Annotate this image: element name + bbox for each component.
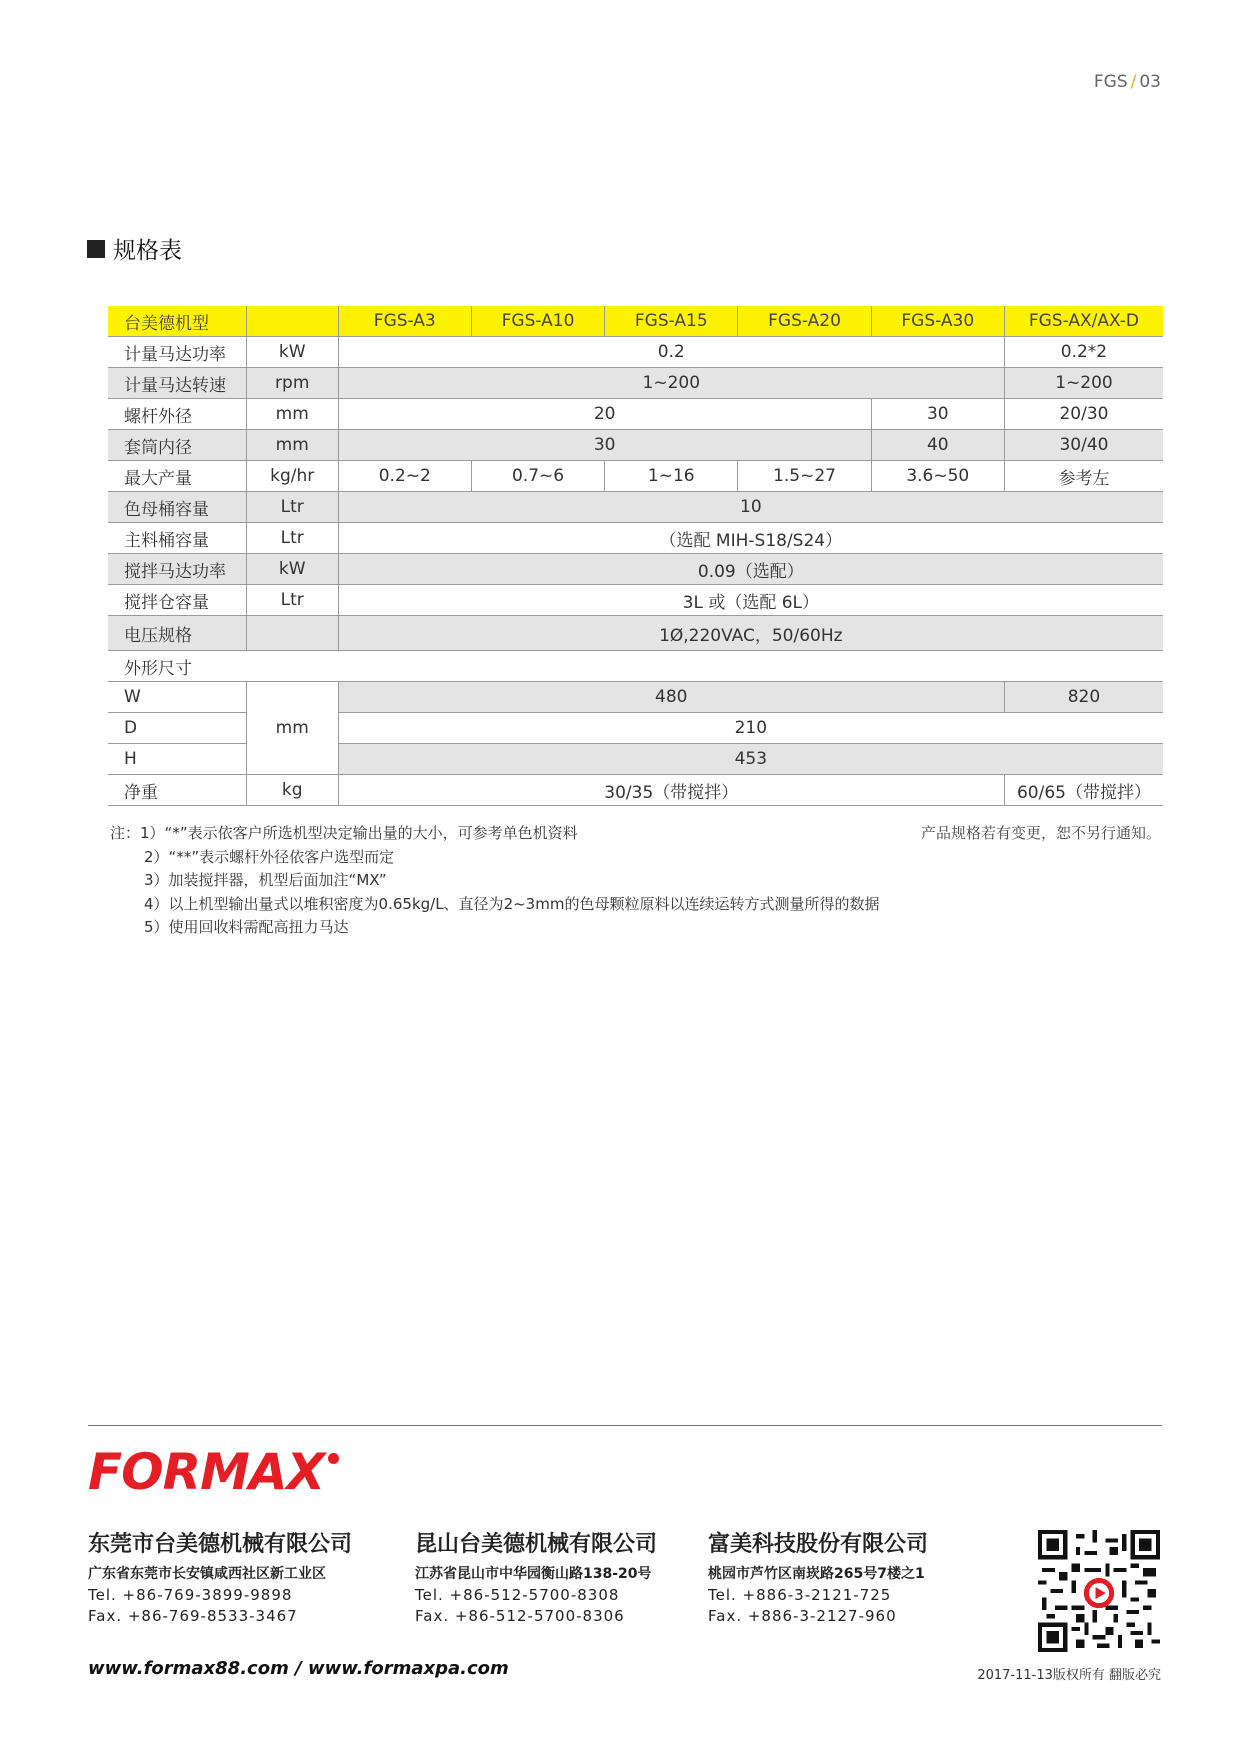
formax-logo: FORMAX bbox=[88, 1443, 339, 1501]
model-a10: FGS-A10 bbox=[471, 306, 604, 337]
note-line: 2）“**”表示螺杆外径依客户选型而定 bbox=[144, 847, 395, 866]
row-value-ax: 1~200 bbox=[1004, 368, 1163, 399]
row-value: （选配 MIH-S18/S24） bbox=[338, 523, 1163, 554]
note-line: 5）使用回收料需配高扭力马达 bbox=[144, 918, 349, 936]
row-label: 最大产量 bbox=[108, 461, 246, 492]
row-unit: kg/hr bbox=[246, 461, 338, 492]
note-line: 4）以上机型输出量式以堆积密度为0.65kg/L、直径为2~3mm的色母颗粒原料以连续运转方式测量所得的数据 bbox=[144, 894, 880, 913]
table-row bbox=[108, 399, 1163, 430]
row-label: 净重 bbox=[108, 775, 246, 806]
table-row bbox=[108, 651, 1163, 682]
copyright: 2017-11-13版权所有 翻版必究 bbox=[977, 1668, 1161, 1683]
note-line: 注：1）“*”表示依客户所选机型决定输出量的大小，可参考单色机资料 bbox=[110, 824, 578, 842]
table-row bbox=[108, 461, 1163, 492]
model-a15: FGS-A15 bbox=[605, 306, 738, 337]
row-value-ax: 0.2*2 bbox=[1004, 337, 1163, 368]
note-line: 3）加装搅拌器，机型后面加注“MX” bbox=[144, 871, 387, 889]
table-row bbox=[108, 523, 1163, 554]
section-title-text: 规格表 bbox=[113, 238, 182, 264]
row-value: 20 bbox=[338, 399, 871, 430]
row-value: 0.09（选配） bbox=[338, 554, 1163, 585]
dim-h-label: H bbox=[108, 744, 246, 775]
header-unit-cell bbox=[246, 306, 338, 337]
square-bullet-icon bbox=[87, 240, 105, 258]
table-header-row bbox=[108, 306, 1163, 337]
section-code: FGS bbox=[1093, 72, 1128, 92]
dim-w-value-ax: 820 bbox=[1004, 682, 1163, 713]
output-a20: 1.5~27 bbox=[738, 461, 871, 492]
row-value: 30/35（带搅拌） bbox=[338, 775, 1004, 806]
dim-d-label: D bbox=[108, 713, 246, 744]
output-a30: 3.6~50 bbox=[871, 461, 1004, 492]
table-row bbox=[108, 775, 1163, 806]
dim-d-value: 210 bbox=[338, 713, 1163, 744]
table-row bbox=[108, 368, 1163, 399]
dimensions-label: 外形尺寸 bbox=[108, 651, 1163, 682]
table-row bbox=[108, 337, 1163, 368]
row-value: 1Ø,220VAC，50/60Hz bbox=[338, 616, 1163, 651]
row-unit: kW bbox=[246, 554, 338, 585]
dim-w-label: W bbox=[108, 682, 246, 713]
row-label: 套筒内径 bbox=[108, 430, 246, 461]
website-url: www.formax88.com / www.formaxpa.com bbox=[88, 1658, 509, 1679]
model-a30: FGS-A30 bbox=[871, 306, 1004, 337]
row-label: 计量马达功率 bbox=[108, 337, 246, 368]
row-value-ax: 60/65（带搅拌） bbox=[1004, 775, 1163, 806]
page-number: FGS / 03 bbox=[1093, 72, 1161, 92]
output-a15: 1~16 bbox=[605, 461, 738, 492]
row-unit: mm bbox=[246, 399, 338, 430]
row-value-ax: 30/40 bbox=[1004, 430, 1163, 461]
row-unit bbox=[246, 616, 338, 651]
output-ax: 参考左 bbox=[1004, 461, 1163, 492]
notes bbox=[110, 822, 879, 940]
row-label: 螺杆外径 bbox=[108, 399, 246, 430]
row-unit: Ltr bbox=[246, 523, 338, 554]
row-value-ax: 20/30 bbox=[1004, 399, 1163, 430]
row-unit: mm bbox=[246, 430, 338, 461]
spec-table bbox=[108, 306, 1163, 806]
row-value: 3L 或（选配 6L） bbox=[338, 585, 1163, 616]
row-unit: kW bbox=[246, 337, 338, 368]
output-a10: 0.7~6 bbox=[471, 461, 604, 492]
row-label: 色母桶容量 bbox=[108, 492, 246, 523]
table-row bbox=[108, 554, 1163, 585]
row-value: 10 bbox=[338, 492, 1163, 523]
row-value: 0.2 bbox=[338, 337, 1004, 368]
dim-h-value: 453 bbox=[338, 744, 1163, 775]
model-a20: FGS-A20 bbox=[738, 306, 871, 337]
row-value-a30: 40 bbox=[871, 430, 1004, 461]
table-row bbox=[108, 430, 1163, 461]
footer-divider bbox=[88, 1425, 1162, 1426]
header-label: 台美德机型 bbox=[108, 306, 246, 337]
row-label: 主料桶容量 bbox=[108, 523, 246, 554]
row-unit: Ltr bbox=[246, 492, 338, 523]
row-unit: rpm bbox=[246, 368, 338, 399]
model-ax: FGS-AX/AX-D bbox=[1004, 306, 1163, 337]
row-label: 搅拌马达功率 bbox=[108, 554, 246, 585]
row-value-a30: 30 bbox=[871, 399, 1004, 430]
company-block: 东莞市台美德机械有限公司 广东省东莞市长安镇咸西社区新工业区 Tel. +86-769-3899-9898 Fax. +86-769-8533-3467 bbox=[88, 1532, 353, 1625]
table-row bbox=[108, 682, 1163, 713]
company-block: 昆山台美德机械有限公司 江苏省昆山市中华园衡山路138-20号 Tel. +86-512-5700-8308 Fax. +86-512-5700-8306 bbox=[415, 1532, 658, 1625]
row-unit: kg bbox=[246, 775, 338, 806]
row-label: 计量马达转速 bbox=[108, 368, 246, 399]
model-a3: FGS-A3 bbox=[338, 306, 471, 337]
qr-code-icon bbox=[1038, 1530, 1160, 1652]
page-index: 03 bbox=[1139, 72, 1161, 92]
registered-mark-icon bbox=[328, 1453, 339, 1464]
company-block: 富美科技股份有限公司 桃园市芦竹区南崁路265号7楼之1 Tel. +886-3-2121-725 Fax. +886-3-2127-960 bbox=[708, 1532, 929, 1625]
section-title bbox=[87, 232, 182, 265]
table-row bbox=[108, 585, 1163, 616]
dim-w-value: 480 bbox=[338, 682, 1004, 713]
row-value: 30 bbox=[338, 430, 871, 461]
table-row bbox=[108, 616, 1163, 651]
row-label: 搅拌仓容量 bbox=[108, 585, 246, 616]
row-value: 1~200 bbox=[338, 368, 1004, 399]
dim-unit: mm bbox=[246, 682, 338, 775]
table-row bbox=[108, 492, 1163, 523]
row-label: 电压规格 bbox=[108, 616, 246, 651]
row-unit: Ltr bbox=[246, 585, 338, 616]
output-a3: 0.2~2 bbox=[338, 461, 471, 492]
disclaimer: 产品规格若有变更，恕不另行通知。 bbox=[920, 824, 1161, 842]
